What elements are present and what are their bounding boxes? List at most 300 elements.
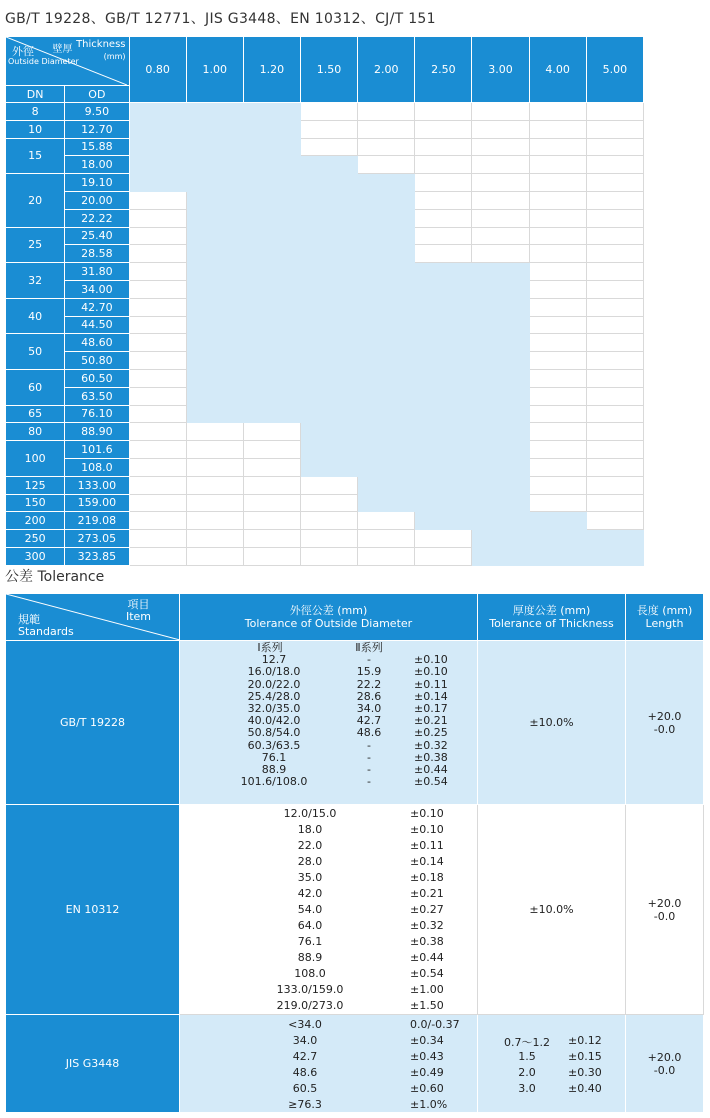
empty-cell xyxy=(358,103,415,121)
available-cell xyxy=(300,209,357,227)
jis-thickness-row xyxy=(478,1032,625,1048)
empty-cell xyxy=(586,405,643,423)
empty-cell xyxy=(586,476,643,494)
tolerance-value: ±0.21 xyxy=(414,714,448,728)
available-cell xyxy=(186,191,243,209)
od-header: OD xyxy=(65,86,129,103)
available-cell xyxy=(472,494,529,512)
empty-cell xyxy=(586,138,643,156)
available-cell xyxy=(472,263,529,281)
available-cell xyxy=(415,476,472,494)
series-2-value: 28.6 xyxy=(356,689,382,703)
od-cell: 20.00 xyxy=(65,191,129,209)
en-tolerance-row xyxy=(210,917,477,933)
available-cell xyxy=(472,280,529,298)
dn-header: DN xyxy=(6,86,65,103)
thickness-col-header: 3.00 xyxy=(472,37,529,103)
empty-cell xyxy=(529,191,586,209)
od-value: 76.1 xyxy=(297,935,323,948)
od-cell: 25.40 xyxy=(65,227,129,245)
tolerance-value: ±0.25 xyxy=(414,726,448,740)
empty-cell xyxy=(472,209,529,227)
thickness-col-header: 1.00 xyxy=(186,37,243,103)
en-tolerance-row xyxy=(210,981,477,997)
en-tolerance-row xyxy=(210,821,477,837)
size-row xyxy=(6,369,644,387)
empty-cell xyxy=(186,458,243,476)
tolerance-value: ±0.10 xyxy=(410,807,444,820)
series-2-value: - xyxy=(367,653,371,667)
en-tolerance-row xyxy=(210,949,477,965)
empty-cell xyxy=(300,530,357,548)
available-cell xyxy=(358,245,415,263)
available-cell xyxy=(243,334,300,352)
empty-cell xyxy=(529,423,586,441)
empty-cell xyxy=(300,512,357,530)
empty-cell xyxy=(472,245,529,263)
tolerance-value: ±0.32 xyxy=(410,919,444,932)
tolerance-table xyxy=(5,593,704,1113)
empty-cell xyxy=(415,174,472,192)
size-row xyxy=(6,405,644,423)
available-cell xyxy=(243,174,300,192)
jis-length: +20.0 -0.0 xyxy=(626,1015,704,1113)
od-cell: 22.22 xyxy=(65,209,129,227)
size-row xyxy=(6,156,644,174)
od-value: 34.0 xyxy=(292,1034,318,1047)
empty-cell xyxy=(300,103,357,121)
available-cell xyxy=(415,458,472,476)
dn-cell: 125 xyxy=(6,476,65,494)
empty-cell xyxy=(586,156,643,174)
size-row xyxy=(6,174,644,192)
jis-tolerance-row xyxy=(210,1032,477,1048)
available-cell xyxy=(186,103,243,121)
available-cell xyxy=(415,280,472,298)
thickness-tolerance-value: ±0.40 xyxy=(568,1081,602,1095)
empty-cell xyxy=(586,263,643,281)
dn-cell: 300 xyxy=(6,547,65,565)
thickness-col-header: 1.50 xyxy=(300,37,357,103)
empty-cell xyxy=(472,138,529,156)
available-cell xyxy=(300,334,357,352)
en-length: +20.0 -0.0 xyxy=(626,805,704,1015)
tolerance-value: ±0.27 xyxy=(410,903,444,916)
available-cell xyxy=(300,316,357,334)
available-cell xyxy=(415,369,472,387)
size-row xyxy=(6,334,644,352)
available-cell xyxy=(472,316,529,334)
od-cell: 60.50 xyxy=(65,369,129,387)
empty-cell xyxy=(243,423,300,441)
empty-cell xyxy=(300,494,357,512)
empty-cell xyxy=(300,120,357,138)
series-1-value: 25.4/28.0 xyxy=(247,689,301,703)
thickness-col-header: 4.00 xyxy=(529,37,586,103)
od-value: 12.0/15.0 xyxy=(283,807,337,820)
available-cell xyxy=(300,298,357,316)
available-cell xyxy=(300,191,357,209)
available-cell xyxy=(358,387,415,405)
tolerance-value: ±1.50 xyxy=(410,999,444,1012)
empty-cell xyxy=(529,316,586,334)
available-cell xyxy=(472,405,529,423)
thickness-en: Thickness xyxy=(76,39,126,50)
available-cell xyxy=(586,530,643,548)
available-cell xyxy=(300,245,357,263)
empty-cell xyxy=(358,547,415,565)
empty-cell xyxy=(472,174,529,192)
empty-cell xyxy=(529,227,586,245)
available-cell xyxy=(415,298,472,316)
empty-cell xyxy=(186,494,243,512)
tolerance-value: ±0.38 xyxy=(410,935,444,948)
empty-cell xyxy=(415,138,472,156)
od-value: 18.0 xyxy=(297,823,323,836)
series-1-value: 16.0/18.0 xyxy=(247,665,301,679)
od-cell: 323.85 xyxy=(65,547,129,565)
thickness-col-header: 2.50 xyxy=(415,37,472,103)
thickness-unit: (mm) xyxy=(103,52,126,61)
available-cell xyxy=(472,352,529,370)
available-cell xyxy=(300,369,357,387)
empty-cell xyxy=(529,441,586,459)
empty-cell xyxy=(586,298,643,316)
series-1-value: 50.8/54.0 xyxy=(247,726,301,740)
empty-cell xyxy=(129,280,186,298)
available-cell xyxy=(472,476,529,494)
size-row xyxy=(6,316,644,334)
empty-cell xyxy=(586,387,643,405)
series-2-value: - xyxy=(367,775,371,789)
available-cell xyxy=(358,494,415,512)
dn-cell: 20 xyxy=(6,174,65,227)
available-cell xyxy=(129,138,186,156)
thickness-col-header: 2.00 xyxy=(358,37,415,103)
tolerance-value: ±0.60 xyxy=(410,1082,444,1095)
available-cell xyxy=(300,174,357,192)
en-tolerance-row xyxy=(210,901,477,917)
gb-tolerance-row xyxy=(214,740,477,752)
available-cell xyxy=(358,298,415,316)
jis-od-tolerance xyxy=(180,1015,478,1113)
empty-cell xyxy=(358,512,415,530)
available-cell xyxy=(358,334,415,352)
dn-cell: 8 xyxy=(6,103,65,121)
available-cell xyxy=(472,458,529,476)
empty-cell xyxy=(586,227,643,245)
size-table-body xyxy=(6,103,644,566)
empty-cell xyxy=(129,494,186,512)
jis-tolerance-row xyxy=(210,1096,477,1112)
available-cell xyxy=(186,352,243,370)
tolerance-value: ±0.18 xyxy=(410,871,444,884)
available-cell xyxy=(529,547,586,565)
empty-cell xyxy=(129,530,186,548)
standard-en: EN 10312 xyxy=(6,805,180,1015)
available-cell xyxy=(300,387,357,405)
dn-cell: 80 xyxy=(6,423,65,441)
empty-cell xyxy=(129,191,186,209)
empty-cell xyxy=(243,494,300,512)
od-value: 108.0 xyxy=(294,967,326,980)
tolerance-value: ±0.54 xyxy=(410,967,444,980)
item-label: 項目 Item xyxy=(125,598,151,623)
empty-cell xyxy=(415,245,472,263)
outside-diameter-cn: 外徑 xyxy=(12,45,34,58)
tolerance-value: ±1.00 xyxy=(410,983,444,996)
empty-cell xyxy=(415,209,472,227)
available-cell xyxy=(472,369,529,387)
empty-cell xyxy=(243,512,300,530)
empty-cell xyxy=(472,156,529,174)
thickness-col-header: 0.80 xyxy=(129,37,186,103)
empty-cell xyxy=(415,530,472,548)
series-2-value: 22.2 xyxy=(356,677,382,691)
size-row xyxy=(6,458,644,476)
empty-cell xyxy=(529,280,586,298)
series-2-value: 15.9 xyxy=(356,665,382,679)
available-cell xyxy=(472,512,529,530)
tolerance-value: ±0.44 xyxy=(410,951,444,964)
od-cell: 28.58 xyxy=(65,245,129,263)
available-cell xyxy=(472,298,529,316)
size-row xyxy=(6,352,644,370)
empty-cell xyxy=(129,334,186,352)
size-row xyxy=(6,387,644,405)
tolerance-value: ±1.0% xyxy=(410,1098,448,1111)
empty-cell xyxy=(129,209,186,227)
empty-cell xyxy=(358,530,415,548)
empty-cell xyxy=(586,494,643,512)
thickness-range: 0.7～1.2 xyxy=(504,1035,550,1049)
available-cell xyxy=(358,352,415,370)
series-1-value: 12.7 xyxy=(261,653,287,667)
available-cell xyxy=(358,316,415,334)
empty-cell xyxy=(358,138,415,156)
od-cell: 101.6 xyxy=(65,441,129,459)
gb-tolerance-row xyxy=(214,666,477,678)
od-value: ≥76.3 xyxy=(288,1098,322,1111)
empty-cell xyxy=(129,316,186,334)
available-cell xyxy=(358,280,415,298)
size-row xyxy=(6,138,644,156)
dn-cell: 100 xyxy=(6,441,65,477)
size-row xyxy=(6,227,644,245)
od-value: 48.6 xyxy=(292,1066,318,1079)
en-tolerance-row xyxy=(210,805,477,821)
od-cell: 48.60 xyxy=(65,334,129,352)
available-cell xyxy=(358,405,415,423)
empty-cell xyxy=(586,334,643,352)
tolerance-title: 公差 Tolerance xyxy=(5,569,105,585)
empty-cell xyxy=(129,298,186,316)
available-cell xyxy=(472,547,529,565)
available-cell xyxy=(243,227,300,245)
empty-cell xyxy=(415,120,472,138)
dn-cell: 25 xyxy=(6,227,65,263)
size-row xyxy=(6,423,644,441)
available-cell xyxy=(243,280,300,298)
available-cell xyxy=(129,174,186,192)
available-cell xyxy=(300,263,357,281)
empty-cell xyxy=(586,174,643,192)
empty-cell xyxy=(129,387,186,405)
gb-length: +20.0 -0.0 xyxy=(626,641,704,805)
available-cell xyxy=(415,352,472,370)
empty-cell xyxy=(129,369,186,387)
dn-cell: 15 xyxy=(6,138,65,174)
dn-cell: 200 xyxy=(6,512,65,530)
empty-cell xyxy=(586,103,643,121)
available-cell xyxy=(129,103,186,121)
available-cell xyxy=(472,387,529,405)
empty-cell xyxy=(186,547,243,565)
empty-cell xyxy=(243,530,300,548)
thickness-cn: 壁厚 xyxy=(52,44,73,55)
od-value: 60.5 xyxy=(292,1082,318,1095)
available-cell xyxy=(186,298,243,316)
od-cell: 9.50 xyxy=(65,103,129,121)
empty-cell xyxy=(529,209,586,227)
available-cell xyxy=(358,458,415,476)
series-2-value: 42.7 xyxy=(356,714,382,728)
available-cell xyxy=(358,423,415,441)
available-cell xyxy=(415,405,472,423)
dn-cell: 32 xyxy=(6,263,65,299)
available-cell xyxy=(472,334,529,352)
empty-cell xyxy=(415,191,472,209)
size-row xyxy=(6,512,644,530)
size-row xyxy=(6,494,644,512)
available-cell xyxy=(186,387,243,405)
empty-cell xyxy=(529,334,586,352)
jis-tolerance-row xyxy=(210,1064,477,1080)
od-cell: 31.80 xyxy=(65,263,129,281)
size-row xyxy=(6,298,644,316)
empty-cell xyxy=(243,476,300,494)
thickness-tolerance-value: ±0.12 xyxy=(568,1033,602,1047)
available-cell xyxy=(186,369,243,387)
od-cell: 63.50 xyxy=(65,387,129,405)
tolerance-value: ±0.44 xyxy=(414,762,448,776)
empty-cell xyxy=(529,263,586,281)
od-value: 42.7 xyxy=(292,1050,318,1063)
available-cell xyxy=(415,512,472,530)
available-cell xyxy=(186,263,243,281)
size-row xyxy=(6,441,644,459)
en-tolerance-row xyxy=(210,869,477,885)
gb-od-tolerance xyxy=(180,641,478,805)
empty-cell xyxy=(129,476,186,494)
standard-jis: JIS G3448 xyxy=(6,1015,180,1113)
empty-cell xyxy=(586,209,643,227)
available-cell xyxy=(300,156,357,174)
empty-cell xyxy=(415,156,472,174)
tolerance-value: ±0.38 xyxy=(414,750,448,764)
available-cell xyxy=(415,316,472,334)
tolerance-value: ±0.11 xyxy=(410,839,444,852)
od-value: 133.0/159.0 xyxy=(276,983,344,996)
jis-thickness-row xyxy=(478,1080,625,1096)
series-2-value: 34.0 xyxy=(356,701,382,715)
available-cell xyxy=(358,476,415,494)
tolerance-value: ±0.17 xyxy=(414,701,448,715)
empty-cell xyxy=(129,245,186,263)
empty-cell xyxy=(415,103,472,121)
size-row xyxy=(6,476,644,494)
od-cell: 19.10 xyxy=(65,174,129,192)
series-2-value: - xyxy=(367,762,371,776)
tolerance-value: ±0.10 xyxy=(410,823,444,836)
available-cell xyxy=(300,458,357,476)
available-cell xyxy=(358,209,415,227)
available-cell xyxy=(358,227,415,245)
empty-cell xyxy=(129,547,186,565)
tolerance-value: ±0.10 xyxy=(414,665,448,679)
tolerance-value: ±0.34 xyxy=(410,1034,444,1047)
tolerance-value: ±0.21 xyxy=(410,887,444,900)
available-cell xyxy=(243,156,300,174)
series-1-value: 60.3/63.5 xyxy=(247,738,301,752)
available-cell xyxy=(186,209,243,227)
empty-cell xyxy=(529,298,586,316)
available-cell xyxy=(358,174,415,192)
empty-cell xyxy=(586,512,643,530)
length-header: 長度 (mm) Length xyxy=(626,594,704,641)
gb-tolerance-row xyxy=(214,776,477,788)
available-cell xyxy=(243,120,300,138)
thickness-range: 3.0 xyxy=(518,1081,536,1095)
available-cell xyxy=(186,280,243,298)
dn-cell: 65 xyxy=(6,405,65,423)
available-cell xyxy=(415,334,472,352)
series-1-value: 76.1 xyxy=(261,750,287,764)
standards-item-header xyxy=(6,594,180,641)
od-cell: 34.00 xyxy=(65,280,129,298)
series-2-value: 48.6 xyxy=(356,726,382,740)
empty-cell xyxy=(129,263,186,281)
available-cell xyxy=(300,352,357,370)
od-value: 42.0 xyxy=(297,887,323,900)
jis-tolerance-row xyxy=(210,1080,477,1096)
empty-cell xyxy=(129,352,186,370)
od-cell: 42.70 xyxy=(65,298,129,316)
dn-cell: 50 xyxy=(6,334,65,370)
available-cell xyxy=(415,423,472,441)
empty-cell xyxy=(186,530,243,548)
empty-cell xyxy=(300,476,357,494)
empty-cell xyxy=(129,441,186,459)
available-cell xyxy=(472,441,529,459)
available-cell xyxy=(300,227,357,245)
dn-cell: 250 xyxy=(6,530,65,548)
od-cell: 108.0 xyxy=(65,458,129,476)
empty-cell xyxy=(586,423,643,441)
available-cell xyxy=(358,441,415,459)
available-cell xyxy=(186,138,243,156)
available-cell xyxy=(415,387,472,405)
empty-cell xyxy=(586,441,643,459)
gb-thickness-tolerance: ±10.0% xyxy=(478,641,626,805)
available-cell xyxy=(358,369,415,387)
dn-cell: 150 xyxy=(6,494,65,512)
series-1-value: 40.0/42.0 xyxy=(247,714,301,728)
dn-cell: 60 xyxy=(6,369,65,405)
empty-cell xyxy=(300,138,357,156)
empty-cell xyxy=(243,458,300,476)
standard-gb: GB/T 19228 xyxy=(6,641,180,805)
